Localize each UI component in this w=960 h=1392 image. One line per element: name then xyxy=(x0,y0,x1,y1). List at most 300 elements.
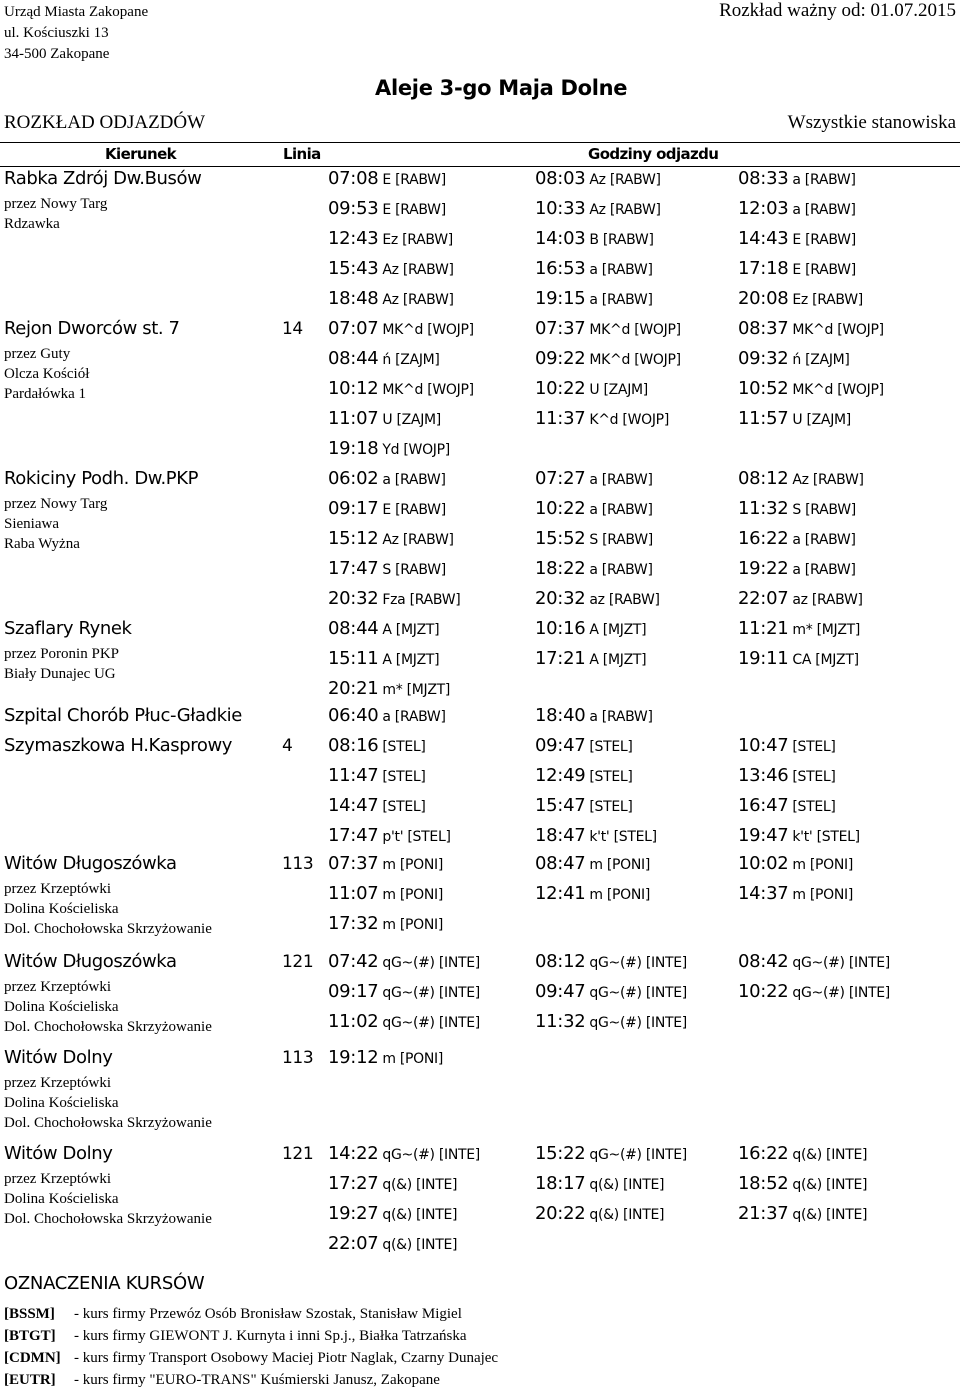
departure xyxy=(738,795,836,816)
destination-via: Rdzawka xyxy=(4,216,60,232)
office-street: ul. Kościuszki 13 xyxy=(4,25,109,41)
destination-via: Olcza Kościół xyxy=(4,366,90,382)
departure-code: q(&) [INTE] xyxy=(382,1207,458,1223)
departure-code: k't' [STEL] xyxy=(589,829,657,845)
departure xyxy=(738,618,860,639)
departure-time: 20:22 xyxy=(535,1203,586,1224)
legend-code: [BSSM] xyxy=(4,1306,55,1322)
departure-time: 15:12 xyxy=(328,528,379,549)
departure xyxy=(328,678,450,699)
departure xyxy=(738,1203,867,1224)
office-city: 34-500 Zakopane xyxy=(4,46,110,62)
departure-time: 20:21 xyxy=(328,678,379,699)
departure-code: A [MJZT] xyxy=(589,622,647,638)
departure-code: E [RABW] xyxy=(382,502,446,518)
departure xyxy=(535,795,633,816)
departure xyxy=(535,558,653,579)
departure-code: ń [ZAJM] xyxy=(792,352,850,368)
departure-time: 18:22 xyxy=(535,558,586,579)
departure-code: m [PONI] xyxy=(589,857,651,873)
departure-code: q(&) [INTE] xyxy=(382,1237,458,1253)
legend-text: - kurs firmy Przewóz Osób Bronisław Szostak, Stanisław Migiel xyxy=(74,1306,462,1322)
departure xyxy=(328,258,454,279)
departure-time: 17:32 xyxy=(328,913,379,934)
destination-name: Rabka Zdrój Dw.Busów xyxy=(4,168,202,189)
destination-via: przez Krzeptówki xyxy=(4,881,112,897)
departure xyxy=(328,588,460,609)
departure xyxy=(738,318,884,339)
departure-time: 11:57 xyxy=(738,408,789,429)
destination-name: Witów Długoszówka xyxy=(4,951,177,972)
departure-code: E [RABW] xyxy=(792,232,856,248)
legend-code: [BTGT] xyxy=(4,1328,56,1344)
departure-code: az [RABW] xyxy=(792,592,863,608)
departure-code: qG~(#) [INTE] xyxy=(792,985,890,1001)
departure-code: B [RABW] xyxy=(589,232,654,248)
departure-code: m [PONI] xyxy=(792,857,854,873)
departure xyxy=(535,228,654,249)
departure xyxy=(535,853,650,874)
departure-time: 08:12 xyxy=(535,951,586,972)
departure xyxy=(738,288,863,309)
departure xyxy=(535,348,681,369)
departure-time: 16:47 xyxy=(738,795,789,816)
departure-code: q(&) [INTE] xyxy=(382,1177,458,1193)
departure-code: [STEL] xyxy=(382,769,426,785)
departure-code: [STEL] xyxy=(792,799,836,815)
departure-code: a [RABW] xyxy=(589,472,653,488)
departure-code: m [PONI] xyxy=(382,917,444,933)
departure-code: a [RABW] xyxy=(792,532,856,548)
departure-time: 09:47 xyxy=(535,981,586,1002)
departure-time: 09:32 xyxy=(738,348,789,369)
legend-text: - kurs firmy GIEWONT J. Kurnyta i inni Sp.j., Białka Tatrzańska xyxy=(74,1328,467,1344)
departure-time: 12:41 xyxy=(535,883,586,904)
departure xyxy=(328,1011,480,1032)
departure-code: az [RABW] xyxy=(589,592,660,608)
departure xyxy=(738,765,836,786)
destination-via: Pardałówka 1 xyxy=(4,386,87,402)
departure-time: 11:47 xyxy=(328,765,379,786)
legend-item xyxy=(4,1306,462,1323)
departure-time: 19:18 xyxy=(328,438,379,459)
departure-code: U [ZAJM] xyxy=(792,412,851,428)
departure-time: 22:07 xyxy=(738,588,789,609)
departure-time: 15:52 xyxy=(535,528,586,549)
departure-time: 08:47 xyxy=(535,853,586,874)
departure-time: 15:22 xyxy=(535,1143,586,1164)
departure-code: [STEL] xyxy=(589,769,633,785)
departure-code: q(&) [INTE] xyxy=(589,1207,665,1223)
departure-time: 22:07 xyxy=(328,1233,379,1254)
departure xyxy=(738,378,884,399)
departure-time: 07:07 xyxy=(328,318,379,339)
departure-code: q(&) [INTE] xyxy=(792,1177,868,1193)
office-address xyxy=(4,2,148,65)
departure xyxy=(328,288,454,309)
destination-via: Dolina Kościeliska xyxy=(4,1191,119,1207)
column-header-line: Linia xyxy=(283,145,321,163)
destination-via: Dol. Chochołowska Skrzyżowanie xyxy=(4,921,212,937)
stop-name: Aleje 3-go Maja Dolne xyxy=(375,76,628,100)
departure xyxy=(328,735,426,756)
departure-time: 10:22 xyxy=(535,378,586,399)
legend-item xyxy=(4,1328,467,1345)
departure-time: 09:17 xyxy=(328,498,379,519)
destination-via: przez Guty xyxy=(4,346,71,362)
departure-code: p't' [STEL] xyxy=(382,829,451,845)
departure-time: 19:22 xyxy=(738,558,789,579)
departure-time: 08:42 xyxy=(738,951,789,972)
departure-time: 11:07 xyxy=(328,408,379,429)
departure-time: 14:03 xyxy=(535,228,586,249)
departure xyxy=(738,468,864,489)
departure xyxy=(738,528,856,549)
departure xyxy=(328,853,443,874)
destination-via: Dolina Kościeliska xyxy=(4,1095,119,1111)
departure-code: S [RABW] xyxy=(589,532,653,548)
departure-code: qG~(#) [INTE] xyxy=(382,1147,480,1163)
departure xyxy=(535,1203,664,1224)
departure xyxy=(738,168,856,189)
departure-code: MK^d [WOJP] xyxy=(792,382,884,398)
departure xyxy=(535,883,650,904)
departure xyxy=(328,825,451,846)
departure xyxy=(738,198,856,219)
departure-code: [STEL] xyxy=(589,739,633,755)
departure-time: 17:18 xyxy=(738,258,789,279)
departure xyxy=(328,528,454,549)
departure xyxy=(328,913,443,934)
departure-time: 10:47 xyxy=(738,735,789,756)
departure-time: 10:22 xyxy=(535,498,586,519)
legend-title: OZNACZENIA KURSÓW xyxy=(4,1273,205,1294)
departure-time: 12:43 xyxy=(328,228,379,249)
departure xyxy=(535,705,653,726)
departure-code: qG~(#) [INTE] xyxy=(589,1147,687,1163)
departure xyxy=(328,318,474,339)
departure-code: S [RABW] xyxy=(792,502,856,518)
page-title: ROZKŁAD ODJAZDÓW xyxy=(4,112,206,133)
departure-code: a [RABW] xyxy=(382,709,446,725)
departure-time: 15:43 xyxy=(328,258,379,279)
departure-code: CA [MJZT] xyxy=(792,652,859,668)
departure-code: a [RABW] xyxy=(589,262,653,278)
departure-code: a [RABW] xyxy=(589,292,653,308)
departure-code: U [ZAJM] xyxy=(382,412,441,428)
departure-code: E [RABW] xyxy=(792,262,856,278)
departure-time: 17:47 xyxy=(328,558,379,579)
destination-via: Dolina Kościeliska xyxy=(4,999,119,1015)
departure xyxy=(535,198,661,219)
departure xyxy=(328,168,446,189)
departure xyxy=(535,258,653,279)
departure-code: m [PONI] xyxy=(382,857,444,873)
departure-code: a [RABW] xyxy=(382,472,446,488)
destination-via: przez Nowy Targ xyxy=(4,196,108,212)
departure xyxy=(535,765,633,786)
departure-code: MK^d [WOJP] xyxy=(792,322,884,338)
departure-code: m [PONI] xyxy=(589,887,651,903)
departure xyxy=(535,735,633,756)
departure-code: Ez [RABW] xyxy=(792,292,863,308)
departure-time: 10:12 xyxy=(328,378,379,399)
departure-code: m* [MJZT] xyxy=(382,682,451,698)
departure xyxy=(738,588,863,609)
departure xyxy=(328,1233,457,1254)
header-divider-top xyxy=(0,142,960,143)
departure xyxy=(738,1143,867,1164)
departure xyxy=(328,1173,457,1194)
line-number: 121 xyxy=(282,1144,314,1164)
departure-time: 08:16 xyxy=(328,735,379,756)
line-number: 14 xyxy=(282,319,303,339)
destination-name: Witów Długoszówka xyxy=(4,853,177,874)
departure-code: qG~(#) [INTE] xyxy=(382,955,480,971)
departure-code: A [MJZT] xyxy=(382,652,440,668)
departure xyxy=(328,498,446,519)
departure-code: Az [RABW] xyxy=(382,262,454,278)
departure-time: 20:08 xyxy=(738,288,789,309)
departure xyxy=(535,951,687,972)
departure-code: qG~(#) [INTE] xyxy=(589,985,687,1001)
departure-code: MK^d [WOJP] xyxy=(382,382,474,398)
column-header-direction: Kierunek xyxy=(105,145,177,163)
departure-code: m [PONI] xyxy=(792,887,854,903)
departure-time: 14:37 xyxy=(738,883,789,904)
departure xyxy=(535,168,661,189)
destination-name: Szaflary Rynek xyxy=(4,618,132,639)
departure-time: 07:08 xyxy=(328,168,379,189)
destination-via: przez Krzeptówki xyxy=(4,1171,112,1187)
destination-via: przez Nowy Targ xyxy=(4,496,108,512)
departure xyxy=(738,408,851,429)
departure-time: 17:21 xyxy=(535,648,586,669)
departure-code: K^d [WOJP] xyxy=(589,412,669,428)
departure-time: 08:44 xyxy=(328,618,379,639)
valid-from: Rozkład ważny od: 01.07.2015 xyxy=(719,0,956,21)
legend-code: [CDMN] xyxy=(4,1350,61,1366)
departure xyxy=(328,438,450,459)
departure-time: 19:47 xyxy=(738,825,789,846)
departure-code: a [RABW] xyxy=(792,172,856,188)
departure-code: qG~(#) [INTE] xyxy=(792,955,890,971)
departure-time: 18:40 xyxy=(535,705,586,726)
departure xyxy=(328,648,439,669)
departure-time: 13:46 xyxy=(738,765,789,786)
departure-time: 20:32 xyxy=(328,588,379,609)
departure-code: qG~(#) [INTE] xyxy=(382,1015,480,1031)
departure-code: qG~(#) [INTE] xyxy=(589,1015,687,1031)
departure xyxy=(535,1143,687,1164)
destination-via: przez Krzeptówki xyxy=(4,979,112,995)
departure-time: 16:22 xyxy=(738,528,789,549)
destination-via: Dolina Kościeliska xyxy=(4,901,119,917)
departure-time: 16:22 xyxy=(738,1143,789,1164)
departure-time: 07:42 xyxy=(328,951,379,972)
column-header-times: Godziny odjazdu xyxy=(588,145,719,163)
departure-time: 18:17 xyxy=(535,1173,586,1194)
departure-time: 21:37 xyxy=(738,1203,789,1224)
departure xyxy=(738,951,890,972)
destination-via: Dol. Chochołowska Skrzyżowanie xyxy=(4,1115,212,1131)
departure xyxy=(328,883,443,904)
departure-time: 09:53 xyxy=(328,198,379,219)
departure-code: [STEL] xyxy=(382,739,426,755)
destination-name: Witów Dolny xyxy=(4,1143,113,1164)
departure xyxy=(535,588,660,609)
departure-code: E [RABW] xyxy=(382,202,446,218)
departure-time: 06:40 xyxy=(328,705,379,726)
departure xyxy=(535,468,653,489)
departure-time: 18:47 xyxy=(535,825,586,846)
departure xyxy=(535,288,653,309)
departure-time: 11:07 xyxy=(328,883,379,904)
departure-time: 19:11 xyxy=(738,648,789,669)
departure xyxy=(535,648,646,669)
departure-time: 10:02 xyxy=(738,853,789,874)
departure xyxy=(328,951,480,972)
departure-time: 12:49 xyxy=(535,765,586,786)
departure xyxy=(535,318,681,339)
departure-time: 09:47 xyxy=(535,735,586,756)
destination-name: Rokiciny Podh. Dw.PKP xyxy=(4,468,199,489)
departure-code: A [MJZT] xyxy=(382,622,440,638)
departure-code: Az [RABW] xyxy=(382,292,454,308)
departure-time: 11:21 xyxy=(738,618,789,639)
departure-time: 11:37 xyxy=(535,408,586,429)
departure-time: 08:12 xyxy=(738,468,789,489)
departure xyxy=(738,498,856,519)
legend-text: - kurs firmy "EURO-TRANS" Kuśmierski Janusz, Zakopane xyxy=(74,1372,440,1388)
departure xyxy=(738,825,860,846)
departure xyxy=(328,468,446,489)
departure-code: [STEL] xyxy=(792,739,836,755)
departure xyxy=(535,378,648,399)
departure xyxy=(738,228,856,249)
departure xyxy=(738,735,836,756)
departure-time: 19:15 xyxy=(535,288,586,309)
departure-code: S [RABW] xyxy=(382,562,446,578)
departure-time: 14:43 xyxy=(738,228,789,249)
destination-name: Szymaszkowa H.Kasprowy xyxy=(4,735,233,756)
departure-time: 07:37 xyxy=(535,318,586,339)
departure-time: 14:22 xyxy=(328,1143,379,1164)
departure xyxy=(328,795,426,816)
departure-time: 06:02 xyxy=(328,468,379,489)
departure xyxy=(738,648,859,669)
departure-time: 10:16 xyxy=(535,618,586,639)
departure-time: 08:44 xyxy=(328,348,379,369)
destination-via: przez Krzeptówki xyxy=(4,1075,112,1091)
departure-code: a [RABW] xyxy=(589,502,653,518)
departure-code: [STEL] xyxy=(382,799,426,815)
departure-code: Fza [RABW] xyxy=(382,592,461,608)
departure-time: 08:37 xyxy=(738,318,789,339)
departure-code: m* [MJZT] xyxy=(792,622,861,638)
departure-time: 09:17 xyxy=(328,981,379,1002)
departure-time: 08:03 xyxy=(535,168,586,189)
departure-code: A [MJZT] xyxy=(589,652,647,668)
departure-code: m [PONI] xyxy=(382,1051,444,1067)
departure xyxy=(738,258,856,279)
destination-via: Raba Wyżna xyxy=(4,536,80,552)
departure xyxy=(328,765,426,786)
departure xyxy=(535,528,653,549)
departure xyxy=(328,1047,443,1068)
departure-code: a [RABW] xyxy=(589,562,653,578)
departure-time: 17:27 xyxy=(328,1173,379,1194)
line-number: 113 xyxy=(282,1048,314,1068)
departure-time: 07:27 xyxy=(535,468,586,489)
departure xyxy=(738,883,853,904)
departure xyxy=(328,378,474,399)
departure-code: q(&) [INTE] xyxy=(589,1177,665,1193)
departure xyxy=(328,228,453,249)
departure-code: Az [RABW] xyxy=(589,172,661,188)
destination-via: Biały Dunajec UG xyxy=(4,666,116,682)
legend-code: [EUTR] xyxy=(4,1372,56,1388)
departure-code: Yd [WOJP] xyxy=(382,442,450,458)
departure xyxy=(738,348,850,369)
departure-time: 07:37 xyxy=(328,853,379,874)
departure-code: Az [RABW] xyxy=(792,472,864,488)
destination-name: Szpital Chorób Płuc-Gładkie xyxy=(4,705,242,726)
departure xyxy=(328,981,480,1002)
departure-time: 18:52 xyxy=(738,1173,789,1194)
departure xyxy=(535,618,646,639)
departure-time: 11:32 xyxy=(535,1011,586,1032)
departure xyxy=(328,618,439,639)
line-number: 113 xyxy=(282,854,314,874)
legend-item xyxy=(4,1372,440,1389)
departure-time: 10:22 xyxy=(738,981,789,1002)
departure-time: 08:33 xyxy=(738,168,789,189)
departure-code: m [PONI] xyxy=(382,887,444,903)
legend-text: - kurs firmy Transport Osobowy Maciej Piotr Naglak, Czarny Dunajec xyxy=(74,1350,499,1366)
departure-code: E [RABW] xyxy=(382,172,446,188)
departure-time: 18:48 xyxy=(328,288,379,309)
departure xyxy=(535,981,687,1002)
departure-time: 12:03 xyxy=(738,198,789,219)
departure-time: 11:02 xyxy=(328,1011,379,1032)
legend-item xyxy=(4,1350,498,1367)
departure-time: 10:33 xyxy=(535,198,586,219)
departure-code: ń [ZAJM] xyxy=(382,352,440,368)
destination-via: Dol. Chochołowska Skrzyżowanie xyxy=(4,1211,212,1227)
departure xyxy=(535,825,657,846)
departure-code: q(&) [INTE] xyxy=(792,1207,868,1223)
destination-via: przez Poronin PKP xyxy=(4,646,119,662)
departure-code: a [RABW] xyxy=(792,562,856,578)
departure-code: qG~(#) [INTE] xyxy=(382,985,480,1001)
departure xyxy=(535,1173,664,1194)
departure xyxy=(328,705,446,726)
destination-via: Sieniawa xyxy=(4,516,59,532)
departure xyxy=(738,1173,867,1194)
line-number: 121 xyxy=(282,952,314,972)
departure xyxy=(328,558,446,579)
departure-code: a [RABW] xyxy=(792,202,856,218)
departure-time: 14:47 xyxy=(328,795,379,816)
departure-code: a [RABW] xyxy=(589,709,653,725)
departure-time: 19:27 xyxy=(328,1203,379,1224)
departure xyxy=(738,558,856,579)
departure-time: 20:32 xyxy=(535,588,586,609)
departure xyxy=(328,1143,480,1164)
departure-time: 11:32 xyxy=(738,498,789,519)
departure-code: k't' [STEL] xyxy=(792,829,860,845)
